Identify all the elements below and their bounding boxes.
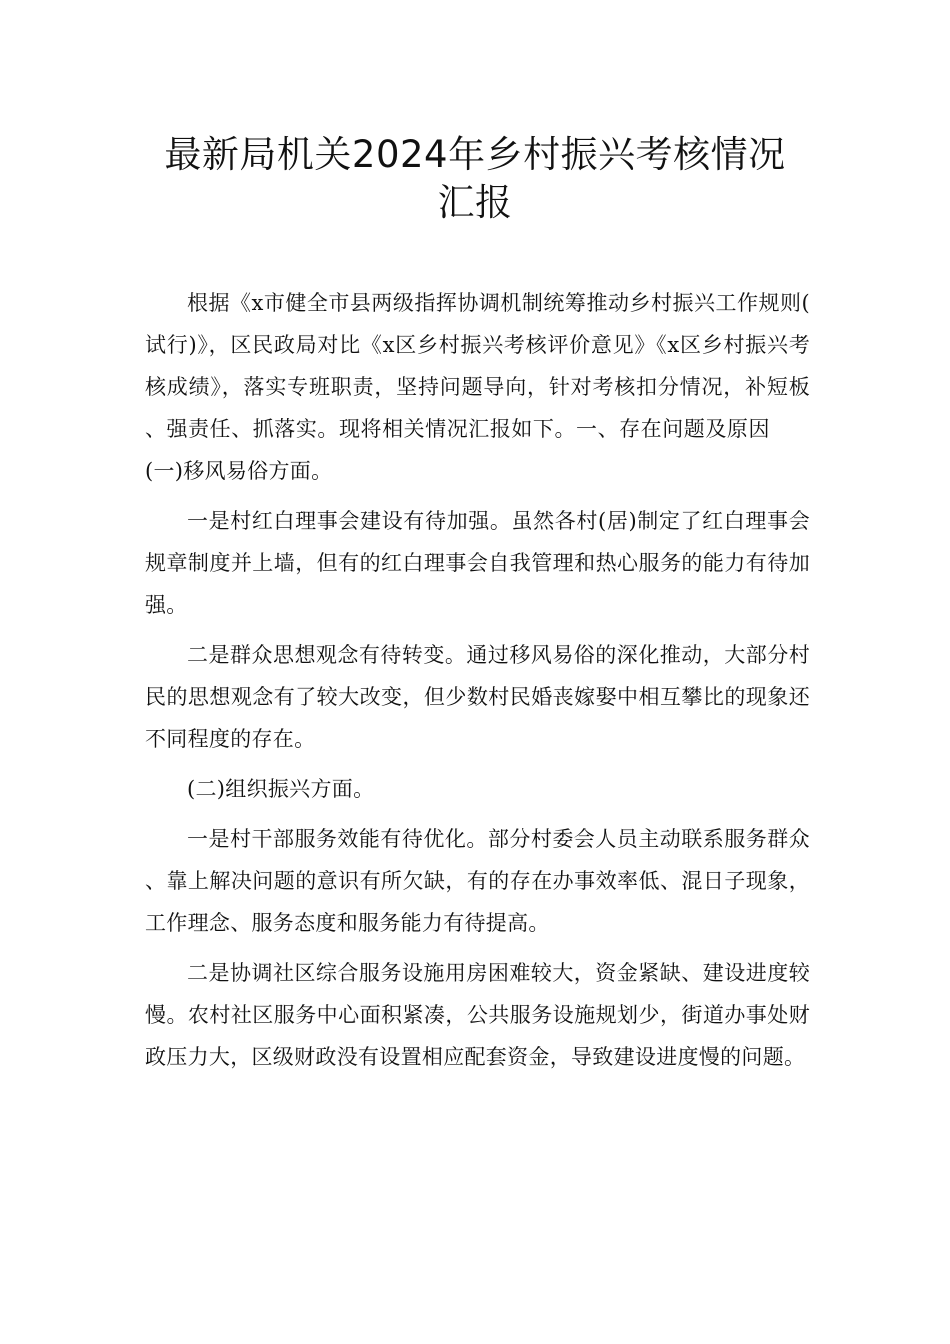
paragraph-intro-text: 根据《x市健全市县两级指挥协调机制统筹推动乡村振兴工作规则(试行)》，区民政局对比《x区乡村振兴考核评价意见》《x区乡村振兴考核成绩》，落实专班职责，坚持问题导向，针对考核扣分情况，补短板、强责任、抓落实。现将相关情况汇报如下。一、存在问题及原因 [145,291,810,441]
paragraph: 二是群众思想观念有待转变。通过移风易俗的深化推动，大部分村民的思想观念有了较大改变，但少数村民婚丧嫁娶中相互攀比的现象还不同程度的存在。 [145,643,810,751]
document-title-line-1: 最新局机关2024年乡村振兴考核情况 [164,133,786,176]
document-title-line-2: 汇报 [437,181,513,224]
paragraph: 一是村干部服务效能有待优化。部分村委会人员主动联系服务群众、靠上解决问题的意识有所欠缺，有的存在办事效率低、混日子现象，工作理念、服务态度和服务能力有待提高。 [145,827,810,935]
section-heading-2: (二)组织振兴方面。 [187,777,375,801]
document-body [145,282,810,1078]
paragraph-intro [145,282,810,492]
paragraph: 二是协调社区综合服务设施用房困难较大，资金紧缺、建设进度较慢。农村社区服务中心面积紧凑，公共服务设施规划少，街道办事处财政压力大，区级财政没有设置相应配套资金，导致建设进度慢的问题。 [145,961,810,1069]
section-heading-1: (一)移风易俗方面。 [145,459,333,483]
paragraph: 一是村红白理事会建设有待加强。虽然各村(居)制定了红白理事会规章制度并上墙，但有的红白理事会自我管理和热心服务的能力有待加强。 [145,509,810,617]
